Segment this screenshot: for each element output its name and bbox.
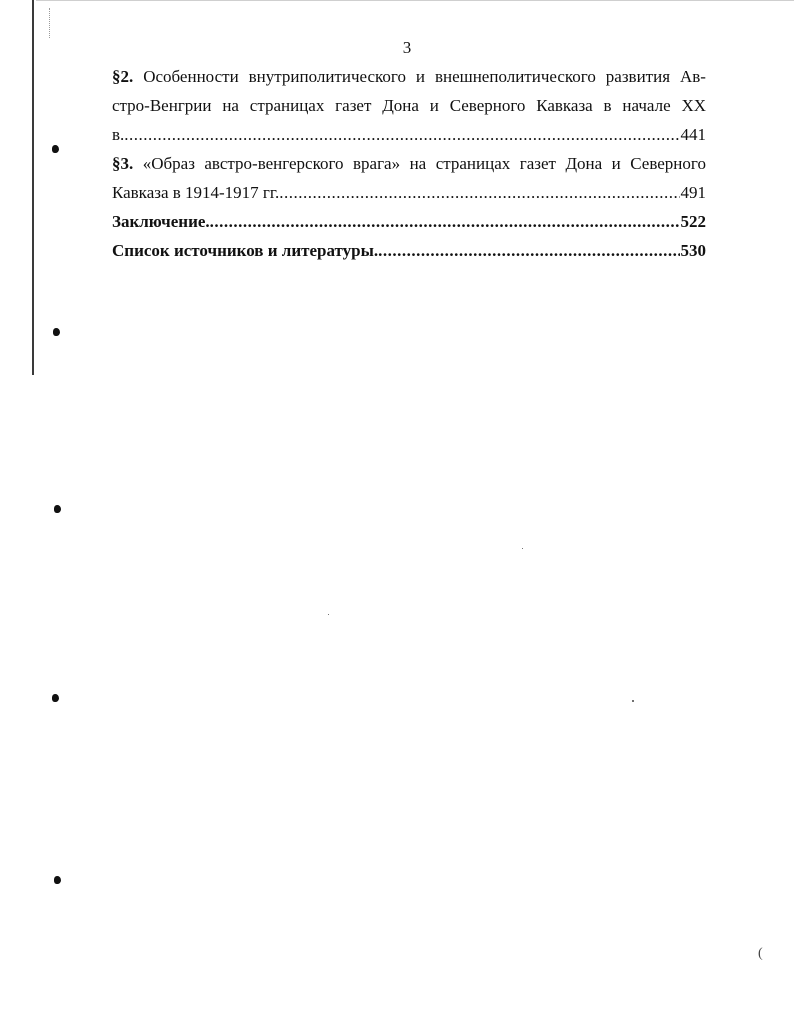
toc-word: начале	[622, 96, 671, 115]
punch-hole-mark	[52, 694, 59, 702]
toc-word: и	[429, 96, 439, 115]
toc-word: развития	[605, 67, 671, 86]
dot-leader	[124, 120, 679, 149]
toc-entry-3-marker: §3.	[112, 154, 134, 173]
dot-leader	[210, 207, 680, 236]
toc-word: стро-Венгрии	[112, 96, 212, 115]
toc-word: и	[415, 67, 426, 86]
toc-word: Ав-	[679, 67, 706, 86]
toc-entry-3-line-2	[112, 178, 706, 207]
toc-entry-3-page: 491	[680, 183, 706, 202]
toc-sources-title: Список источников и литературы.	[112, 241, 379, 260]
dot-leader	[279, 178, 679, 207]
punch-hole-mark	[52, 145, 59, 153]
scan-speck	[328, 614, 329, 615]
toc-word: в	[603, 96, 612, 115]
dot-leader	[378, 236, 679, 265]
toc-word: на	[222, 96, 239, 115]
toc-entry-3-tail: Кавказа в 1914-1917 гг.	[112, 183, 280, 202]
toc-entry-2-marker: §2.	[112, 67, 134, 86]
toc-word: Кавказа	[536, 96, 593, 115]
toc-word: страницах	[249, 96, 325, 115]
toc-word: XX	[681, 96, 706, 115]
toc-word: внешнеполитического	[434, 67, 596, 86]
toc-entry-2-tail: в.	[112, 125, 125, 144]
toc-word: австро-венгерского	[204, 154, 344, 173]
toc-word: газет	[519, 154, 556, 173]
punch-hole-mark	[54, 876, 61, 884]
scan-speck	[632, 700, 634, 702]
punch-hole-mark	[54, 505, 61, 513]
toc-word: врага»	[353, 154, 401, 173]
toc-word: газет	[335, 96, 372, 115]
toc-entry-3-line-1	[112, 149, 706, 178]
toc-word: Дона	[382, 96, 419, 115]
scan-speck	[522, 548, 523, 549]
toc-word: Дона	[565, 154, 603, 173]
toc-entry-2-line-2	[112, 91, 706, 120]
page-number: 3	[402, 38, 412, 57]
toc-word: Северного	[630, 154, 706, 173]
toc-conclusion-page: 522	[680, 212, 706, 231]
toc-conclusion-title: Заключение.	[112, 212, 210, 231]
toc-sources	[112, 236, 706, 265]
toc-word: Северного	[449, 96, 526, 115]
toc-word: внутриполитического	[248, 67, 406, 86]
toc-word: Особенности	[143, 67, 239, 86]
toc-word: «Образ	[142, 154, 195, 173]
toc-word: и	[611, 154, 621, 173]
toc-entry-2-line-3	[112, 120, 706, 149]
toc-word: страницах	[435, 154, 511, 173]
scan-top-border	[36, 0, 794, 1]
scan-edge-mark: (	[758, 946, 763, 961]
toc-entry-2-page: 441	[680, 125, 706, 144]
punch-hole-mark	[53, 328, 60, 336]
toc-entry-2-line-1	[112, 62, 706, 91]
toc-conclusion	[112, 207, 706, 236]
table-of-contents	[112, 62, 706, 265]
scan-edge-mark	[49, 8, 51, 38]
toc-sources-page: 530	[680, 241, 706, 260]
toc-word: на	[409, 154, 427, 173]
